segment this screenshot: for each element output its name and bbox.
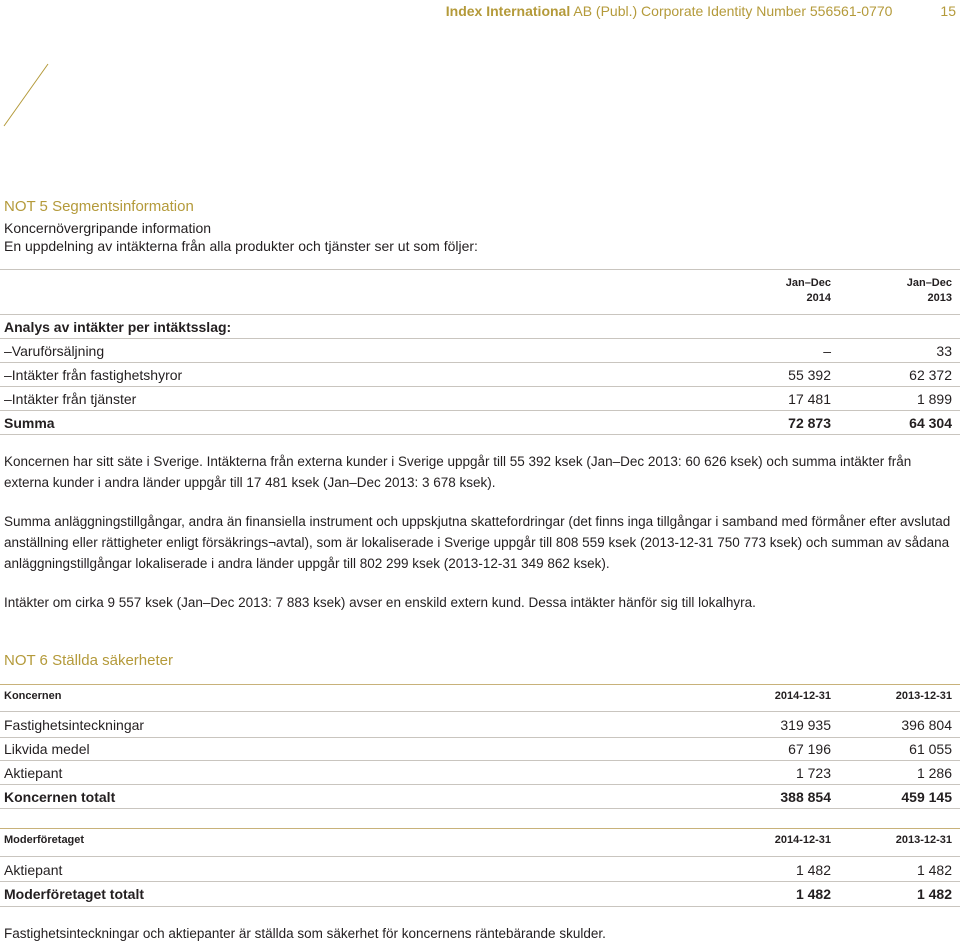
table-rule bbox=[0, 760, 960, 761]
total-2013: 64 304 bbox=[909, 415, 952, 431]
total-2013: 459 145 bbox=[901, 789, 952, 805]
table-rule bbox=[0, 362, 960, 363]
table-rule bbox=[0, 338, 960, 339]
table-rule bbox=[0, 828, 960, 829]
value-2013: 396 804 bbox=[901, 717, 952, 733]
note6-title: NOT 6 Ställda säkerheter bbox=[4, 652, 173, 669]
table-rule bbox=[0, 808, 960, 809]
section-label-row bbox=[0, 316, 960, 338]
col-head-2014-period: Jan–Dec bbox=[785, 277, 831, 289]
row-label: –Varuförsäljning bbox=[4, 343, 105, 359]
parent-header-label: Moderföretaget bbox=[4, 834, 85, 846]
total-row bbox=[0, 412, 960, 434]
total-label: Koncernen totalt bbox=[4, 789, 116, 805]
section-label: Analys av intäkter per intäktsslag: bbox=[4, 319, 232, 335]
decorative-diagonal-line bbox=[0, 60, 60, 132]
row-label: Aktiepant bbox=[4, 765, 63, 781]
table-rule bbox=[0, 711, 960, 712]
value-2013: 1 899 bbox=[916, 391, 952, 407]
note5-paragraph-1: Koncernen har sitt säte i Sverige. Intäkterna från externa kunder i Sverige uppgår till 55 392 ksek (Jan–Dec 2013: 60 626 ksek) och summa intäkter från externa kunder i andra länder uppgår till 17 481 ksek (Jan–Dec 2013: 3 678 ksek). bbox=[4, 454, 912, 490]
parent-header-row bbox=[0, 831, 960, 853]
total-row bbox=[0, 786, 960, 808]
note5-paragraph-2: Summa anläggningstillgångar, andra än finansiella instrument och uppskjutna skattefordringar (det finns inga tillgångar i samband med förmåner efter avslutad anställning eller rättigheter enligt försäkrings¬avtal), som är lokaliserade i Sverige uppgår till 808 559 ksek (2013-12-31 750 773 ksek) och summan av sådana anläggningstillgångar lokaliserade i andra länder uppgår till 802 299 ksek (2013-12-31 349 862 ksek). bbox=[4, 514, 951, 571]
table-rule bbox=[0, 881, 960, 882]
value-2014: 1 723 bbox=[795, 765, 831, 781]
row-label: Likvida medel bbox=[4, 741, 90, 757]
total-2014: 388 854 bbox=[780, 789, 831, 805]
row-label: –Intäkter från tjänster bbox=[4, 391, 137, 407]
group-header-label: Koncernen bbox=[4, 690, 62, 702]
table-row bbox=[0, 762, 960, 784]
company-id: AB (Publ.) Corporate Identity Number 556561-0770 bbox=[570, 3, 893, 19]
value-2014: 1 482 bbox=[795, 862, 831, 878]
value-2013: 61 055 bbox=[909, 741, 952, 757]
value-2013: 33 bbox=[936, 343, 952, 359]
table-row bbox=[0, 738, 960, 760]
table-rule bbox=[0, 269, 960, 270]
note5-intro: En uppdelning av intäkterna från alla produkter och tjänster ser ut som följer: bbox=[4, 238, 478, 254]
table-row bbox=[0, 364, 960, 386]
col-head-2013-period: Jan–Dec bbox=[906, 277, 952, 289]
table-row bbox=[0, 388, 960, 410]
value-2014: 17 481 bbox=[788, 391, 831, 407]
note5-subtitle: Koncernövergripande information bbox=[4, 220, 212, 236]
table-row bbox=[0, 340, 960, 362]
table-rule bbox=[0, 856, 960, 857]
value-2013: 62 372 bbox=[909, 367, 952, 383]
table-row bbox=[0, 859, 960, 881]
col-head-2013 bbox=[907, 277, 952, 304]
total-label: Summa bbox=[4, 415, 55, 431]
table-row bbox=[0, 714, 960, 736]
total-2014: 72 873 bbox=[788, 415, 831, 431]
row-label: Aktiepant bbox=[4, 862, 63, 878]
value-2014: 67 196 bbox=[788, 741, 831, 757]
value-2013: 1 286 bbox=[916, 765, 952, 781]
col-head-2014-year: 2014 bbox=[806, 292, 831, 304]
parent-header-2013: 2013-12-31 bbox=[895, 834, 952, 846]
value-2013: 1 482 bbox=[916, 862, 952, 878]
col-head-2013-year: 2013 bbox=[927, 292, 952, 304]
total-label: Moderföretaget totalt bbox=[4, 886, 144, 902]
table-rule bbox=[0, 906, 960, 907]
group-header-row bbox=[0, 687, 960, 709]
total-2013: 1 482 bbox=[916, 886, 952, 902]
table-rule bbox=[0, 684, 960, 685]
company-name: Index International bbox=[445, 3, 571, 19]
table-rule bbox=[0, 784, 960, 785]
table-rule bbox=[0, 386, 960, 387]
group-header-2013: 2013-12-31 bbox=[895, 690, 952, 702]
table-rule bbox=[0, 410, 960, 411]
total-2014: 1 482 bbox=[795, 886, 831, 902]
page-header bbox=[446, 3, 956, 19]
value-2014: 319 935 bbox=[780, 717, 831, 733]
col-head-2014 bbox=[786, 277, 831, 304]
page-number: 15 bbox=[940, 3, 956, 19]
total-row bbox=[0, 883, 960, 905]
table-rule bbox=[0, 434, 960, 435]
table-rule bbox=[0, 314, 960, 315]
row-label: –Intäkter från fastighetshyror bbox=[4, 367, 183, 383]
parent-header-2014: 2014-12-31 bbox=[774, 834, 831, 846]
value-2014: 55 392 bbox=[788, 367, 831, 383]
row-label: Fastighetsinteckningar bbox=[4, 717, 145, 733]
note6-footnote: Fastighetsinteckningar och aktiepanter är ställda som säkerhet för koncernens räntebärande skulder. bbox=[4, 926, 606, 941]
value-2014: – bbox=[823, 343, 831, 359]
note5-title: NOT 5 Segmentsinformation bbox=[4, 198, 194, 215]
note5-paragraph-3: Intäkter om cirka 9 557 ksek (Jan–Dec 2013: 7 883 ksek) avser en enskild extern kund. Dessa intäkter hänför sig till lokalhyra. bbox=[4, 595, 756, 610]
group-header-2014: 2014-12-31 bbox=[774, 690, 831, 702]
